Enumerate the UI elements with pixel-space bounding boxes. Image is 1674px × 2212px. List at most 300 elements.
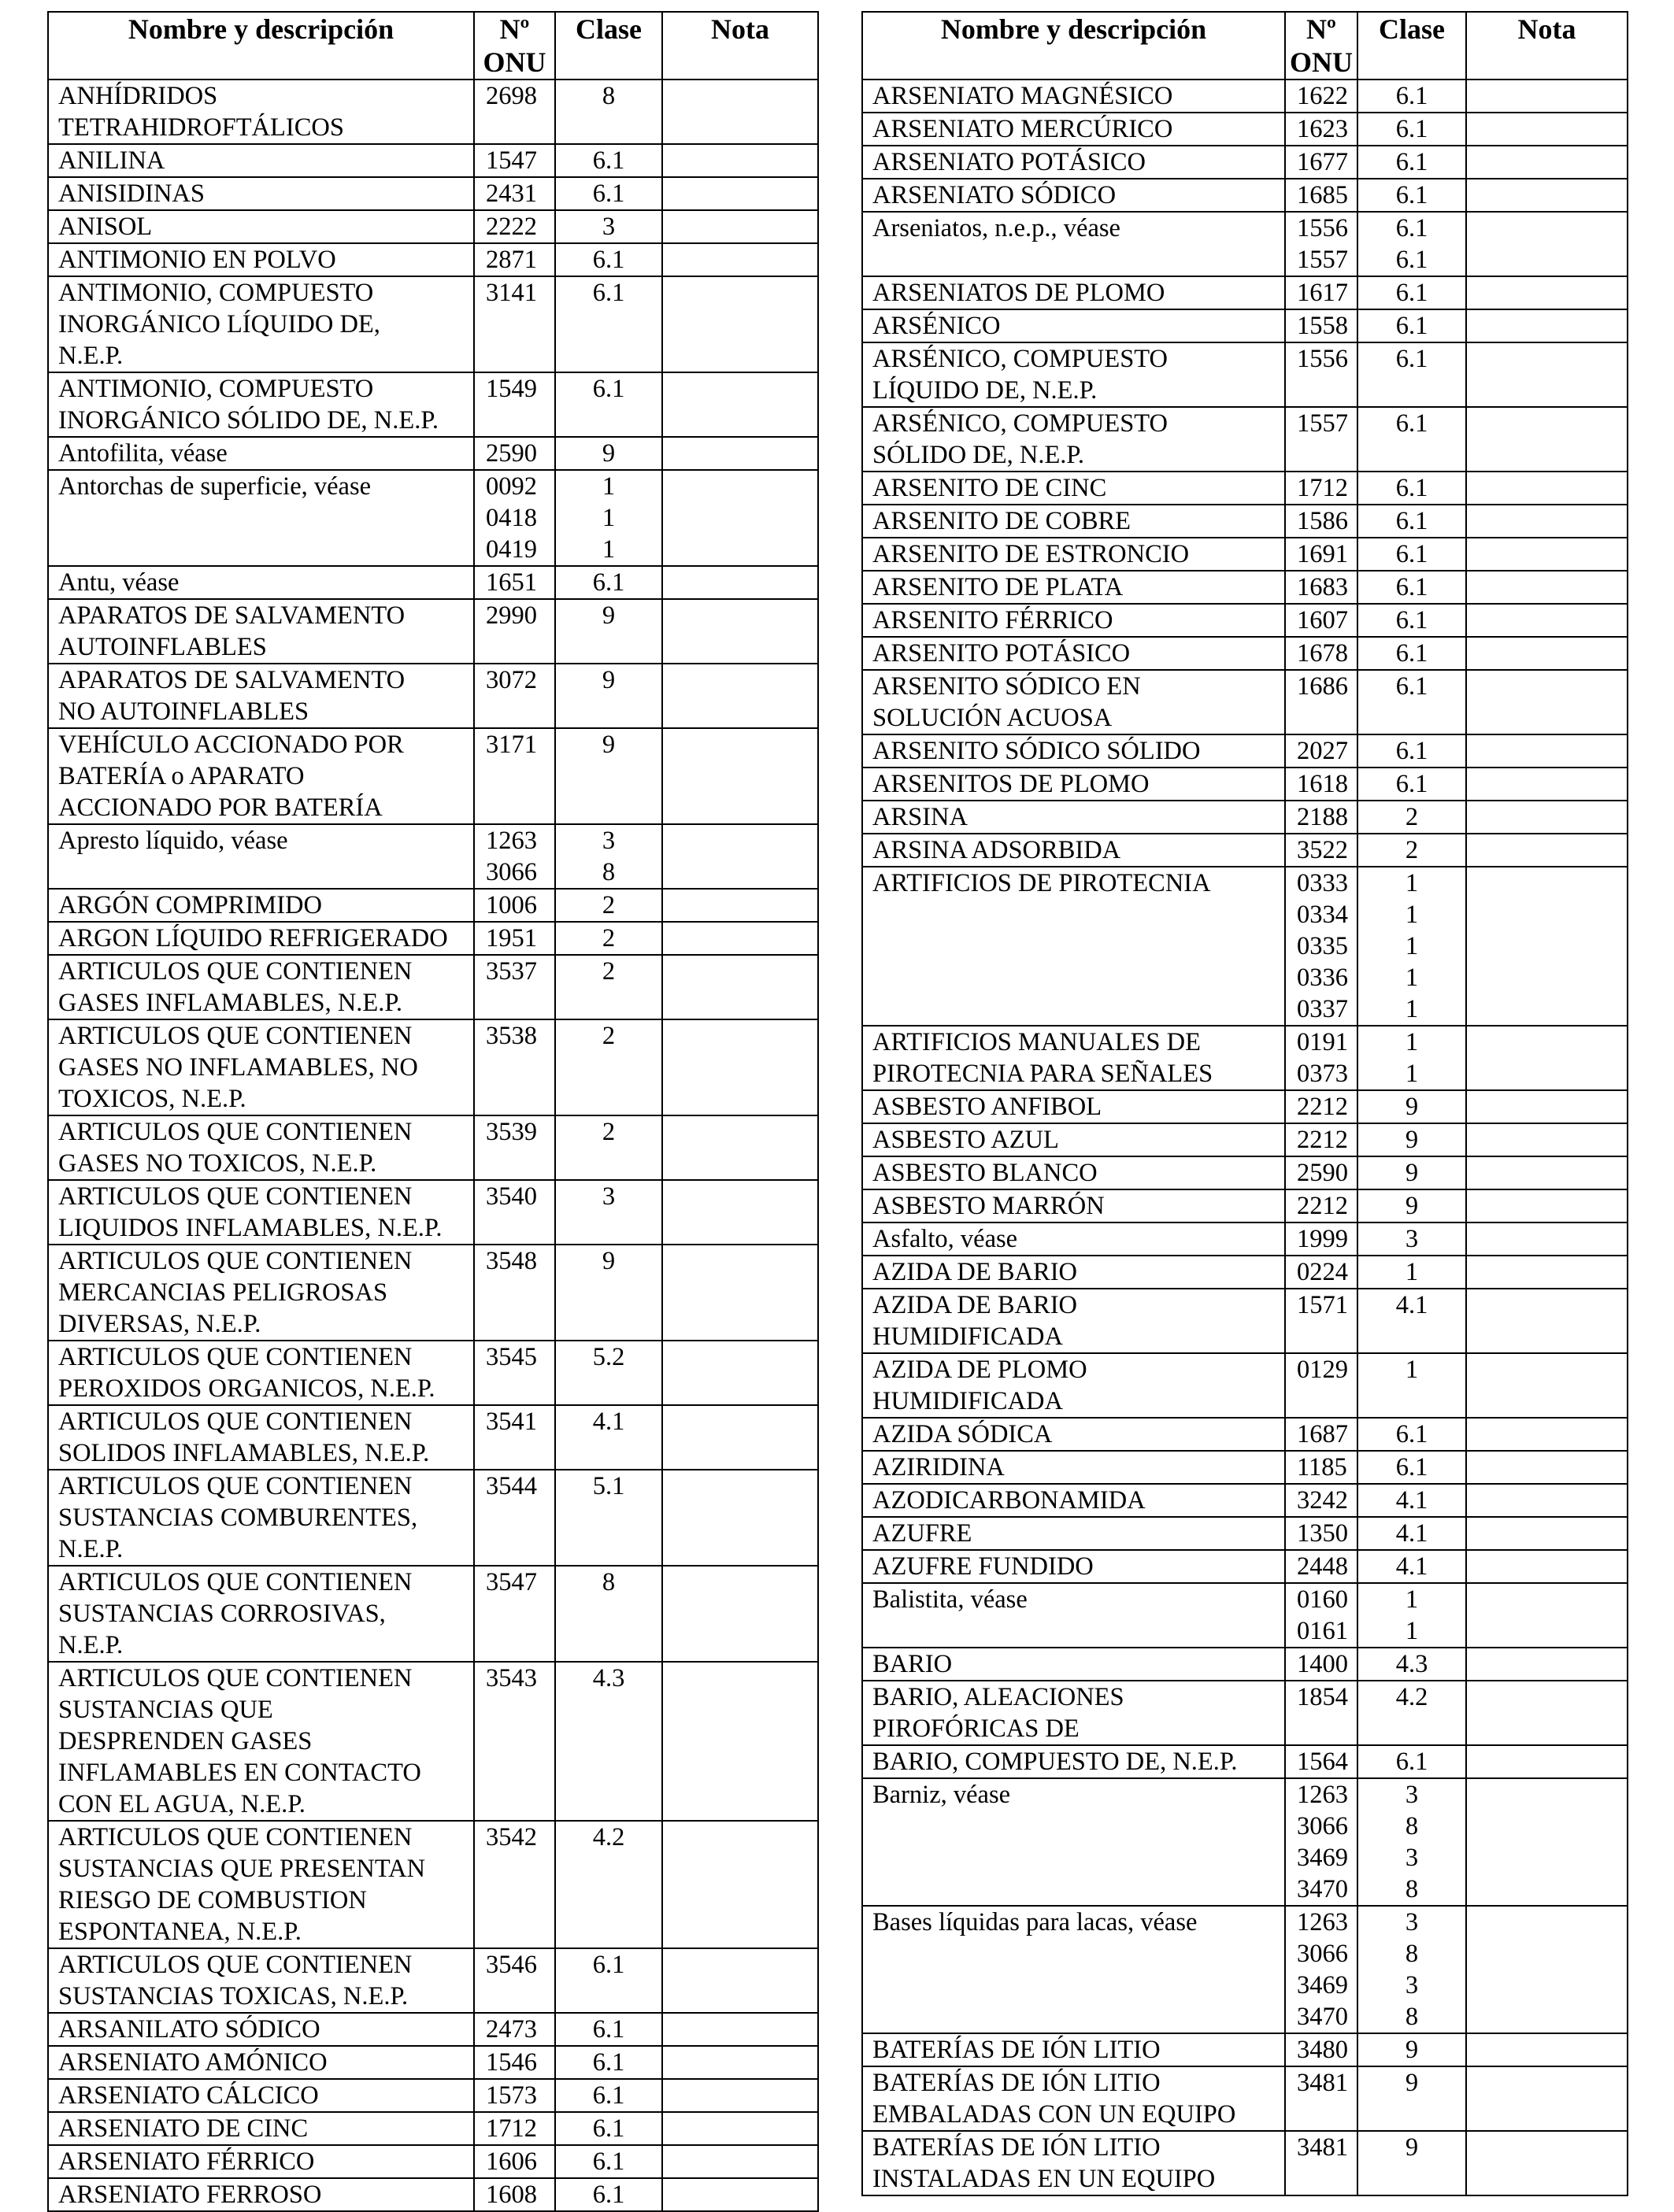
nota-cell bbox=[662, 437, 818, 470]
onu-cell bbox=[1285, 1289, 1357, 1353]
clase-cell-line: 6.1 bbox=[592, 2048, 625, 2077]
clase-cell bbox=[1357, 212, 1466, 276]
onu-cell-line: 1622 bbox=[1297, 82, 1348, 110]
name-cell-line: BATERÍAS DE IÓN LITIO bbox=[872, 2069, 1161, 2097]
clase-cell-line: 6.1 bbox=[1395, 672, 1428, 701]
clase-cell-line: 3 bbox=[1405, 1225, 1419, 1253]
name-cell bbox=[48, 2178, 474, 2211]
name-cell-line: RIESGO DE COMBUSTION bbox=[58, 1886, 367, 1914]
name-cell-line: NO AUTOINFLABLES bbox=[58, 697, 309, 726]
onu-cell-line: 2431 bbox=[486, 179, 537, 208]
nota-cell bbox=[1466, 1583, 1628, 1648]
clase-cell bbox=[555, 824, 662, 889]
table-row bbox=[48, 1115, 818, 1180]
nota-cell bbox=[1466, 571, 1628, 604]
table-row bbox=[48, 2145, 818, 2178]
table-row bbox=[862, 342, 1628, 407]
clase-cell-line: 6.1 bbox=[1395, 312, 1428, 340]
name-cell-line: ARSENITO SÓDICO EN bbox=[872, 672, 1141, 701]
nota-cell bbox=[662, 144, 818, 177]
clase-cell-line: 8 bbox=[1405, 1875, 1419, 1903]
onu-cell bbox=[1285, 1778, 1357, 1906]
table-row bbox=[862, 637, 1628, 670]
name-cell-line: BARIO, ALEACIONES bbox=[872, 1683, 1124, 1711]
nota-cell bbox=[1466, 1090, 1628, 1123]
table-row bbox=[862, 2066, 1628, 2131]
table-row bbox=[48, 177, 818, 210]
onu-cell bbox=[1285, 146, 1357, 179]
clase-cell bbox=[1357, 1353, 1466, 1418]
onu-cell-line: 2212 bbox=[1297, 1192, 1348, 1220]
name-cell bbox=[862, 1026, 1285, 1090]
nota-cell bbox=[662, 80, 818, 144]
onu-cell-line: 3470 bbox=[1297, 2003, 1348, 2031]
onu-cell bbox=[1285, 1026, 1357, 1090]
clase-cell bbox=[1357, 342, 1466, 407]
nota-cell bbox=[662, 1948, 818, 2013]
nota-cell bbox=[1466, 1648, 1628, 1681]
name-cell-line: ARSÉNICO, COMPUESTO bbox=[872, 345, 1168, 373]
nota-cell bbox=[1466, 1550, 1628, 1583]
table-row bbox=[862, 1026, 1628, 1090]
clase-cell bbox=[1357, 309, 1466, 342]
onu-cell bbox=[474, 1662, 555, 1821]
clase-cell bbox=[1357, 2033, 1466, 2066]
clase-cell bbox=[555, 955, 662, 1019]
name-cell-line: ANISIDINAS bbox=[58, 179, 205, 208]
nota-cell bbox=[662, 2046, 818, 2079]
nota-cell bbox=[1466, 1353, 1628, 1418]
name-cell bbox=[862, 1484, 1285, 1517]
table-row bbox=[862, 212, 1628, 276]
table-row bbox=[48, 1470, 818, 1566]
onu-cell-line: 1556 bbox=[1297, 214, 1348, 242]
table-row bbox=[862, 472, 1628, 505]
table-row bbox=[48, 1948, 818, 2013]
nota-cell bbox=[662, 2112, 818, 2145]
name-cell-line: SUSTANCIAS COMBURENTES, bbox=[58, 1504, 418, 1532]
clase-cell-line: 6.1 bbox=[1395, 770, 1428, 798]
onu-cell-line: 3470 bbox=[1297, 1875, 1348, 1903]
name-cell-line: ARSENIATO DE CINC bbox=[58, 2114, 309, 2143]
name-cell-line: AZIDA DE BARIO bbox=[872, 1258, 1077, 1286]
table-row bbox=[862, 1906, 1628, 2033]
clase-cell-line: 4.2 bbox=[1395, 1683, 1428, 1711]
name-cell-line: SUSTANCIAS CORROSIVAS, bbox=[58, 1600, 386, 1628]
table-row bbox=[862, 1583, 1628, 1648]
name-cell-line: INSTALADAS EN UN EQUIPO bbox=[872, 2165, 1216, 2193]
clase-cell bbox=[1357, 538, 1466, 571]
name-cell-line: ARTICULOS QUE CONTIENEN bbox=[58, 1472, 413, 1500]
table-row bbox=[48, 1566, 818, 1662]
onu-cell bbox=[1285, 2066, 1357, 2131]
name-cell bbox=[48, 470, 474, 566]
table-row bbox=[48, 2079, 818, 2112]
nota-cell bbox=[1466, 604, 1628, 637]
table-row bbox=[862, 1681, 1628, 1745]
onu-cell-line: 1564 bbox=[1297, 1748, 1348, 1776]
onu-cell-line: 1557 bbox=[1297, 409, 1348, 438]
nota-cell bbox=[1466, 1484, 1628, 1517]
onu-cell bbox=[474, 1566, 555, 1662]
clase-cell bbox=[1357, 670, 1466, 734]
table-row bbox=[48, 372, 818, 437]
clase-cell bbox=[1357, 1583, 1466, 1648]
onu-cell-line: 1263 bbox=[486, 827, 537, 855]
nota-cell bbox=[1466, 734, 1628, 768]
clase-cell bbox=[1357, 1256, 1466, 1289]
clase-cell-line: 6.1 bbox=[1395, 474, 1428, 502]
nota-cell bbox=[1466, 472, 1628, 505]
name-cell-line: AZIRIDINA bbox=[872, 1453, 1005, 1481]
clase-cell bbox=[1357, 1223, 1466, 1256]
name-cell-line: DIVERSAS, N.E.P. bbox=[58, 1310, 261, 1338]
onu-cell-line: 3537 bbox=[486, 957, 537, 986]
table-row bbox=[862, 571, 1628, 604]
nota-cell bbox=[662, 1662, 818, 1821]
onu-cell-line: 0419 bbox=[486, 535, 537, 564]
onu-cell-line: 1677 bbox=[1297, 148, 1348, 176]
name-cell-line: ANTIMONIO, COMPUESTO bbox=[58, 375, 374, 403]
clase-cell-line: 9 bbox=[1405, 1159, 1419, 1187]
onu-cell-line: 1691 bbox=[1297, 540, 1348, 568]
name-cell-line: ARTICULOS QUE CONTIENEN bbox=[58, 1664, 413, 1692]
onu-cell bbox=[1285, 407, 1357, 472]
clase-cell-line: 6.1 bbox=[592, 2147, 625, 2176]
clase-cell-line: 9 bbox=[1405, 2133, 1419, 2162]
name-cell bbox=[862, 637, 1285, 670]
table-row bbox=[48, 599, 818, 664]
onu-cell bbox=[474, 1341, 555, 1405]
name-cell-line: SOLIDOS INFLAMABLES, N.E.P. bbox=[58, 1439, 430, 1467]
clase-cell-line: 6.1 bbox=[1395, 540, 1428, 568]
clase-cell-line: 6.1 bbox=[1395, 1748, 1428, 1776]
name-cell bbox=[48, 1405, 474, 1470]
clase-cell-line: 1 bbox=[602, 504, 616, 532]
clase-cell-line: 8 bbox=[602, 82, 616, 110]
clase-cell bbox=[555, 664, 662, 728]
onu-cell-line: 0337 bbox=[1297, 995, 1348, 1023]
onu-cell-line: 3469 bbox=[1297, 1971, 1348, 1999]
name-cell bbox=[862, 867, 1285, 1026]
onu-cell-line: 0129 bbox=[1297, 1356, 1348, 1384]
table-row bbox=[862, 276, 1628, 309]
name-cell-line: N.E.P. bbox=[58, 1535, 124, 1563]
name-cell-line: ARTIFICIOS DE PIROTECNIA bbox=[872, 869, 1211, 897]
name-cell bbox=[48, 1341, 474, 1405]
onu-cell bbox=[474, 922, 555, 955]
clase-cell-line: 6.1 bbox=[592, 1951, 625, 1979]
clase-cell bbox=[555, 210, 662, 243]
onu-cell-line: 2473 bbox=[486, 2015, 537, 2044]
clase-cell bbox=[555, 276, 662, 372]
name-cell bbox=[48, 1019, 474, 1115]
name-cell bbox=[862, 1090, 1285, 1123]
onu-cell-line: 1400 bbox=[1297, 1650, 1348, 1678]
name-cell bbox=[48, 2145, 474, 2178]
header-nota: Nota bbox=[1466, 12, 1628, 80]
clase-cell-line: 2 bbox=[602, 891, 616, 919]
name-cell bbox=[862, 1583, 1285, 1648]
onu-cell-line: 0335 bbox=[1297, 932, 1348, 960]
clase-cell bbox=[1357, 1906, 1466, 2033]
onu-cell-line: 1618 bbox=[1297, 770, 1348, 798]
clase-cell-line: 4.2 bbox=[592, 1823, 625, 1851]
name-cell-line: INORGÁNICO LÍQUIDO DE, bbox=[58, 310, 380, 338]
onu-cell-line: 1683 bbox=[1297, 573, 1348, 601]
clase-cell-line: 5.1 bbox=[592, 1472, 625, 1500]
table-row bbox=[862, 1353, 1628, 1418]
table-row bbox=[862, 670, 1628, 734]
name-cell-line: ASBESTO MARRÓN bbox=[872, 1192, 1105, 1220]
name-cell-line: N.E.P. bbox=[58, 1631, 124, 1659]
onu-cell-line: 1586 bbox=[1297, 507, 1348, 535]
name-cell-line: ANILINA bbox=[58, 146, 165, 175]
table-row bbox=[862, 2131, 1628, 2195]
name-cell bbox=[48, 566, 474, 599]
clase-cell-line: 6.1 bbox=[592, 2015, 625, 2044]
name-cell-line: ARSINA bbox=[872, 803, 968, 831]
nota-cell bbox=[662, 824, 818, 889]
nota-cell bbox=[662, 1821, 818, 1948]
table-row bbox=[48, 144, 818, 177]
name-cell-line: ARSINA ADSORBIDA bbox=[872, 836, 1121, 864]
name-cell-line: ARSENITO FÉRRICO bbox=[872, 606, 1113, 634]
name-cell bbox=[862, 80, 1285, 113]
name-cell bbox=[48, 922, 474, 955]
name-cell-line: ANTIMONIO EN POLVO bbox=[58, 246, 336, 274]
clase-cell bbox=[555, 177, 662, 210]
nota-cell bbox=[1466, 801, 1628, 834]
name-cell-line: VEHÍCULO ACCIONADO POR bbox=[58, 731, 404, 759]
table-row bbox=[48, 889, 818, 922]
name-cell bbox=[48, 2013, 474, 2046]
nota-cell bbox=[1466, 637, 1628, 670]
name-cell bbox=[48, 372, 474, 437]
table-row bbox=[48, 1821, 818, 1948]
nota-cell bbox=[662, 1341, 818, 1405]
onu-cell-line: 2590 bbox=[486, 439, 537, 468]
clase-cell-line: 2 bbox=[602, 1022, 616, 1050]
onu-cell bbox=[474, 955, 555, 1019]
name-cell-line: ARSENITO DE PLATA bbox=[872, 573, 1124, 601]
name-cell bbox=[862, 309, 1285, 342]
clase-cell-line: 6.1 bbox=[1395, 507, 1428, 535]
onu-cell-line: 0373 bbox=[1297, 1060, 1348, 1088]
onu-cell-line: 0160 bbox=[1297, 1585, 1348, 1614]
onu-cell bbox=[1285, 1484, 1357, 1517]
nota-cell bbox=[662, 1180, 818, 1245]
onu-cell bbox=[1285, 2033, 1357, 2066]
onu-cell-line: 1687 bbox=[1297, 1420, 1348, 1448]
onu-cell bbox=[474, 1019, 555, 1115]
nota-cell bbox=[1466, 538, 1628, 571]
table-row bbox=[862, 1451, 1628, 1484]
clase-cell bbox=[1357, 1778, 1466, 1906]
name-cell bbox=[862, 670, 1285, 734]
table-row bbox=[48, 955, 818, 1019]
clase-cell-line: 6.1 bbox=[1395, 737, 1428, 765]
table-row bbox=[862, 867, 1628, 1026]
clase-cell-line: 9 bbox=[602, 666, 616, 694]
clase-cell-line: 6.1 bbox=[592, 179, 625, 208]
onu-cell-line: 1686 bbox=[1297, 672, 1348, 701]
onu-cell bbox=[1285, 1123, 1357, 1156]
clase-cell bbox=[1357, 1745, 1466, 1778]
table-row bbox=[48, 1019, 818, 1115]
nota-cell bbox=[1466, 1223, 1628, 1256]
name-cell-line: SÓLIDO DE, N.E.P. bbox=[872, 441, 1085, 469]
onu-cell bbox=[1285, 1189, 1357, 1223]
nota-cell bbox=[1466, 407, 1628, 472]
name-cell-line: ARTICULOS QUE CONTIENEN bbox=[58, 1407, 413, 1436]
name-cell bbox=[48, 2046, 474, 2079]
name-cell-line: ARSENIATO CÁLCICO bbox=[58, 2081, 319, 2110]
clase-cell bbox=[1357, 276, 1466, 309]
clase-cell bbox=[555, 1821, 662, 1948]
header-onu: Nº ONU bbox=[474, 12, 555, 80]
onu-cell-line: 0092 bbox=[486, 472, 537, 501]
name-cell-line: Asfalto, véase bbox=[872, 1225, 1018, 1253]
nota-cell bbox=[1466, 1189, 1628, 1223]
nota-cell bbox=[662, 599, 818, 664]
name-cell bbox=[862, 1189, 1285, 1223]
onu-cell-line: 3545 bbox=[486, 1343, 537, 1371]
name-cell bbox=[48, 1470, 474, 1566]
onu-cell-line: 1556 bbox=[1297, 345, 1348, 373]
clase-cell-line: 4.3 bbox=[592, 1664, 625, 1692]
name-cell bbox=[48, 177, 474, 210]
nota-cell bbox=[1466, 309, 1628, 342]
clase-cell-line: 9 bbox=[602, 439, 616, 468]
name-cell bbox=[862, 734, 1285, 768]
table-row bbox=[48, 1662, 818, 1821]
onu-cell bbox=[1285, 1156, 1357, 1189]
nota-cell bbox=[662, 2145, 818, 2178]
name-cell-line: GASES NO INFLAMABLES, NO bbox=[58, 1053, 418, 1082]
onu-cell-line: 1607 bbox=[1297, 606, 1348, 634]
name-cell bbox=[862, 1223, 1285, 1256]
name-cell bbox=[48, 599, 474, 664]
onu-cell bbox=[474, 889, 555, 922]
nota-cell bbox=[662, 664, 818, 728]
clase-cell-line: 4.1 bbox=[1395, 1291, 1428, 1319]
table-row bbox=[862, 1256, 1628, 1289]
nota-cell bbox=[1466, 1289, 1628, 1353]
nota-cell bbox=[1466, 2033, 1628, 2066]
onu-cell bbox=[474, 177, 555, 210]
onu-cell-line: 3141 bbox=[486, 279, 537, 307]
clase-cell-line: 8 bbox=[602, 1568, 616, 1596]
table-row bbox=[48, 243, 818, 276]
nota-cell bbox=[662, 2178, 818, 2211]
name-cell-line: ARTICULOS QUE CONTIENEN bbox=[58, 1568, 413, 1596]
name-cell-line: EMBALADAS CON UN EQUIPO bbox=[872, 2100, 1236, 2129]
clase-cell bbox=[555, 1948, 662, 2013]
name-cell bbox=[48, 1821, 474, 1948]
name-cell-line: TOXICOS, N.E.P. bbox=[58, 1085, 246, 1113]
clase-cell bbox=[555, 1405, 662, 1470]
onu-cell bbox=[1285, 342, 1357, 407]
name-cell bbox=[862, 276, 1285, 309]
onu-cell-line: 3066 bbox=[1297, 1940, 1348, 1968]
nota-cell bbox=[1466, 1418, 1628, 1451]
onu-cell-line: 3481 bbox=[1297, 2069, 1348, 2097]
name-cell-line: CON EL AGUA, N.E.P. bbox=[58, 1790, 306, 1818]
name-cell bbox=[48, 889, 474, 922]
clase-cell bbox=[1357, 834, 1466, 867]
onu-cell-line: 1006 bbox=[486, 891, 537, 919]
nota-cell bbox=[1466, 179, 1628, 212]
name-cell-line: BARIO, COMPUESTO DE, N.E.P. bbox=[872, 1748, 1238, 1776]
onu-cell bbox=[474, 210, 555, 243]
nota-cell bbox=[1466, 1256, 1628, 1289]
nota-cell bbox=[662, 1115, 818, 1180]
onu-cell bbox=[474, 470, 555, 566]
name-cell-line: AZUFRE FUNDIDO bbox=[872, 1552, 1094, 1581]
header-onu: Nº ONU bbox=[1285, 12, 1357, 80]
name-cell bbox=[862, 1778, 1285, 1906]
name-cell bbox=[48, 1566, 474, 1662]
onu-cell-line: 1263 bbox=[1297, 1908, 1348, 1936]
name-cell-line: ARSENIATO MAGNÉSICO bbox=[872, 82, 1173, 110]
clase-cell bbox=[1357, 1418, 1466, 1451]
clase-cell-line: 6.1 bbox=[1395, 181, 1428, 209]
onu-cell-line: 0224 bbox=[1297, 1258, 1348, 1286]
onu-cell-line: 0418 bbox=[486, 504, 537, 532]
name-cell-line: ACCIONADO POR BATERÍA bbox=[58, 793, 383, 822]
clase-cell bbox=[1357, 179, 1466, 212]
name-cell-line: ARSENIATO FERROSO bbox=[58, 2181, 322, 2209]
clase-cell-line: 6.1 bbox=[1395, 639, 1428, 668]
nota-cell bbox=[662, 955, 818, 1019]
clase-cell-line: 4.3 bbox=[1395, 1650, 1428, 1678]
clase-cell-line: 1 bbox=[1405, 1617, 1419, 1645]
name-cell-line: ARSÉNICO bbox=[872, 312, 1001, 340]
onu-cell-line: 3171 bbox=[486, 731, 537, 759]
onu-cell-line: 0334 bbox=[1297, 901, 1348, 929]
clase-cell bbox=[1357, 80, 1466, 113]
onu-cell bbox=[474, 1821, 555, 1948]
onu-cell-line: 3546 bbox=[486, 1951, 537, 1979]
clase-cell bbox=[1357, 2066, 1466, 2131]
name-cell-line: HUMIDIFICADA bbox=[872, 1322, 1063, 1351]
onu-cell-line: 0333 bbox=[1297, 869, 1348, 897]
name-cell-line: ARSENITO DE COBRE bbox=[872, 507, 1131, 535]
onu-cell-line: 2188 bbox=[1297, 803, 1348, 831]
name-cell bbox=[862, 538, 1285, 571]
onu-cell-line: 3541 bbox=[486, 1407, 537, 1436]
nota-cell bbox=[1466, 1123, 1628, 1156]
nota-cell bbox=[1466, 505, 1628, 538]
onu-cell bbox=[1285, 1451, 1357, 1484]
name-cell-line: ARSENIATO FÉRRICO bbox=[58, 2147, 315, 2176]
table-row bbox=[862, 768, 1628, 801]
clase-cell bbox=[1357, 146, 1466, 179]
name-cell-line: ARTIFICIOS MANUALES DE bbox=[872, 1028, 1201, 1056]
clase-cell bbox=[555, 1470, 662, 1566]
onu-cell-line: 3242 bbox=[1297, 1486, 1348, 1515]
onu-cell bbox=[474, 1405, 555, 1470]
dangerous-goods-table-left bbox=[47, 11, 819, 2212]
table-row bbox=[48, 470, 818, 566]
onu-cell bbox=[1285, 1906, 1357, 2033]
name-cell-line: ARSENITO DE ESTRONCIO bbox=[872, 540, 1190, 568]
onu-cell-line: 3548 bbox=[486, 1247, 537, 1275]
clase-cell bbox=[1357, 1189, 1466, 1223]
table-row bbox=[48, 1405, 818, 1470]
clase-cell-line: 3 bbox=[1405, 1844, 1419, 1872]
